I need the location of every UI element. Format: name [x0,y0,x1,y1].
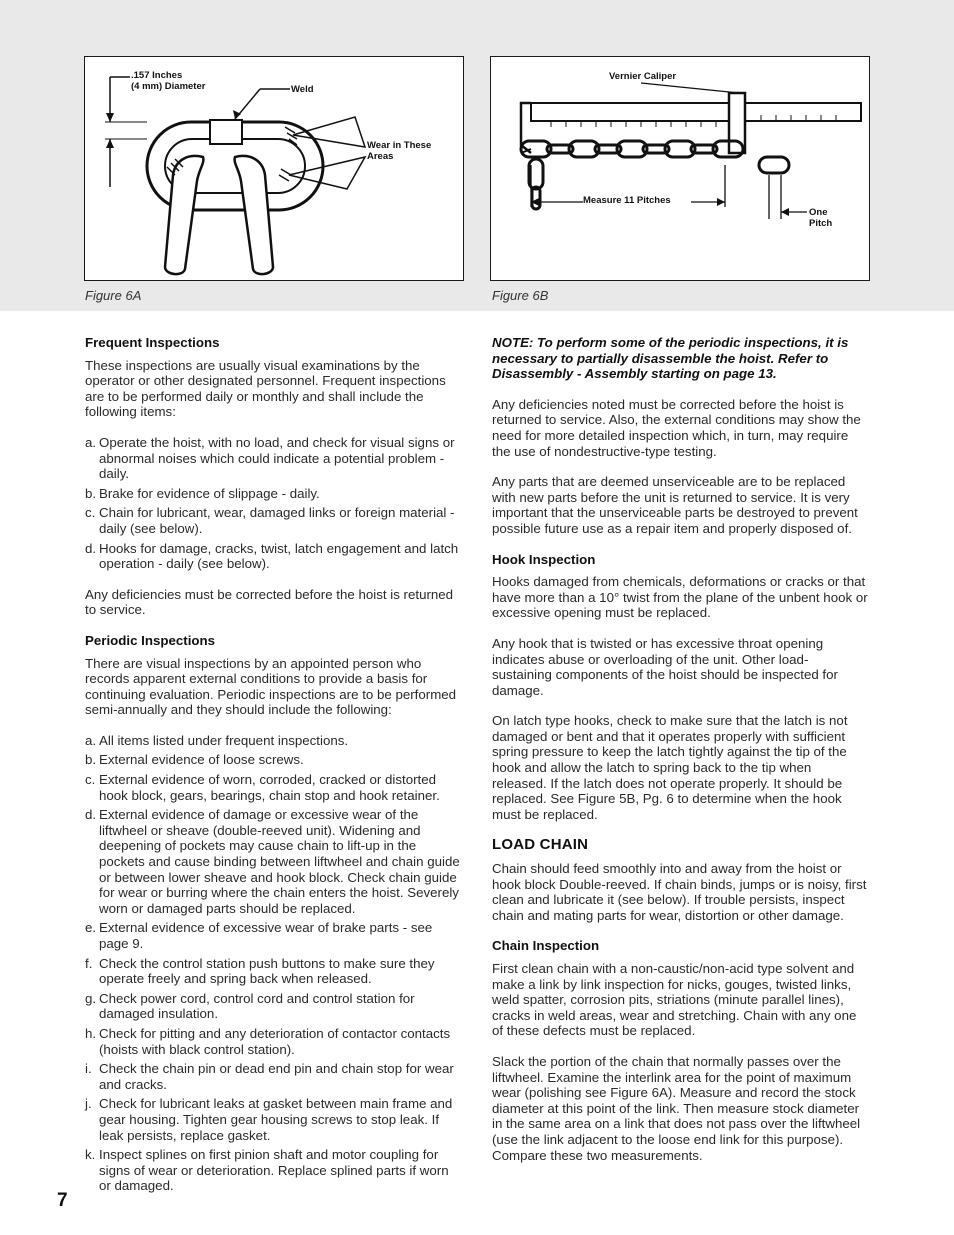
list-item [85,1096,461,1143]
list-item [85,1061,461,1092]
hook-paragraph-3: On latch type hooks, check to make sure that the latch is not damaged or bent and that it operates properly with sufficient spring pressure to keep the latch tightly against the tip of the hook and allow the latch to spring back to the tip when released. If the latch does not operate properly. It should be replaced. See Figure 5B, Pg. 6 to determine when the hook must be replaced. [492,713,848,822]
item-text: Check the chain pin or dead end pin and chain stop for wear and cracks. [99,1061,454,1092]
list-item [85,733,461,749]
item-text: All items listed under frequent inspections. [99,732,349,748]
item-text: External evidence of worn, corroded, cracked or distorted hook block, gears, bearings, chain stop and hook retainer. [99,772,440,803]
one-pitch-label: One Pitch [809,207,833,229]
item-text: External evidence of damage or excessive wear of the liftwheel or sheave (double-reeved unit). Widening and deepening of pockets may cause chain to lift-up in the pockets and cause binding between liftwheel and chain guide or between lower sheave and hook block. Check chain guide for wear or burring where the chain enters the hoist. Severely worn or damaged parts should be replaced. [99,807,460,916]
list-item [85,435,461,482]
hook-paragraph-2: Any hook that is twisted or has excessive throat opening indicates abuse or overloading of the unit. Other load-sustaining components of the hoist should be inspected for damage. [492,635,838,698]
list-item [85,505,461,536]
periodic-inspections-heading: Periodic Inspections [85,632,216,648]
frequent-closing: Any deficiencies must be corrected before the hoist is returned to service. [85,586,454,618]
chain-inspection-paragraph-2: Slack the portion of the chain that normally passes over the liftwheel. Examine the interlink area for the point of maximum wear (polishing see Figure 6A). Measure and record the stock diameter at this point of the link. Then measure stock diameter in the same area on a link that does not pass over the liftwheel (use the link adjacent to the loose end link for this purpose). Compare these two measurements. [492,1053,861,1163]
item-text: Check the control station push buttons to make sure they operate freely and spring back when released. [99,955,435,987]
list-item [85,1026,461,1057]
vernier-caliper-label: Vernier Caliper [609,71,677,82]
item-letter: h. [85,1025,97,1041]
item-letter: i. [85,1061,92,1077]
item-text: Inspect splines on first pinion shaft and motor coupling for signs of wear or deterioration. Replace splined parts if worn or damaged. [99,1147,449,1194]
item-text: Hooks for damage, cracks, twist, latch engagement and latch operation - daily (see below). [99,540,459,572]
hook-inspection-heading: Hook Inspection [492,551,596,567]
item-letter: f. [85,955,93,971]
list-item [85,752,461,768]
item-text: Check power cord, control cord and control station for damaged insulation. [99,990,415,1022]
figure-6a [84,56,464,281]
item-text: External evidence of excessive wear of brake parts - see page 9. [99,920,433,951]
item-letter: j. [85,1096,92,1112]
list-item [85,991,461,1022]
measure-pitches-label: Measure 11 Pitches [583,195,671,206]
item-letter: b. [85,485,97,501]
list-item [85,541,461,572]
frequent-inspections-heading: Frequent Inspections [85,335,220,350]
weld-label: Weld [291,84,314,95]
page-number: 7 [57,1190,68,1211]
list-item [85,486,461,502]
left-column [85,335,461,1209]
deficiencies-paragraph: Any deficiencies noted must be corrected before the hoist is returned to service. Also, the external conditions may show the need for more detailed inspection which, in turn, may require the use of nondestructive-type testing. [492,396,861,459]
list-item [85,956,461,987]
frequent-list [85,435,461,572]
list-item [85,772,461,803]
item-text: External evidence of loose screws. [99,752,304,768]
list-item [85,1147,461,1194]
figure-6b [490,56,870,281]
item-letter: k. [85,1147,96,1163]
load-chain-paragraph: Chain should feed smoothly into and away from the hoist or hook block Double-reeved. If chain binds, jumps or is noisy, first clean and lubricate it (see below). If trouble persists, inspect chain and mating parts for wear, distortion or other damage. [492,861,867,923]
disassembly-note: NOTE: To perform some of the periodic inspections, it is necessary to partially disassemble the hoist. Refer to Disassembly - Assembly starting on page 13. [492,335,849,382]
frequent-intro: These inspections are usually visual examinations by the operator or other designated personnel. Frequent inspections are to be performed daily or monthly and shall include the following items: [85,357,446,420]
figure-6b-caption: Figure 6B [492,288,549,303]
item-letter: c. [85,505,96,521]
chain-inspection-heading: Chain Inspection [492,938,600,954]
item-text: Check for lubricant leaks at gasket between main frame and gear housing. Tighten gear housing screws to stop leak. If leak persists, replace gasket. [99,1096,453,1143]
chain-inspection-paragraph-1: First clean chain with a non-caustic/non-acid type solvent and make a link by link inspection for nicks, gouges, twisted links, weld spatter, corrosion pits, striations (minute parallel lines), cracks in weld areas, wear and stretching. Chain with any one of these defects must be replaced. [492,961,857,1039]
figure-6a-caption: Figure 6A [85,288,142,303]
item-text: Brake for evidence of slippage - daily. [99,485,320,501]
wear-areas-label: Wear in These Areas [367,140,432,162]
diameter-label: .157 Inches (4 mm) Diameter [131,70,206,92]
periodic-intro: There are visual inspections by an appointed person who records apparent external conditions to provide a basis for continuing evaluation. Periodic inspections are to be performed semi-annually and they should include the following: [85,655,457,718]
load-chain-heading: LOAD CHAIN [492,836,589,854]
item-letter: a. [85,434,97,450]
hook-paragraph-1: Hooks damaged from chemicals, deformations or cracks or that have more than a 10° twist from the plane of the unbent hook or excessive opening must be replaced. [492,574,868,621]
item-letter: e. [85,920,97,936]
right-column [492,335,868,1178]
list-item [85,807,461,916]
vernier-caliper-diagram [491,57,871,282]
item-text: Chain for lubricant, wear, damaged links or foreign material - daily (see below). [99,505,455,536]
item-text: Check for pitting and any deterioration of contactor contacts (hoists with black control station). [99,1025,451,1057]
item-letter: c. [85,772,96,788]
item-letter: g. [85,990,97,1006]
item-letter: b. [85,752,97,768]
periodic-list [85,733,461,1194]
item-letter: a. [85,732,97,748]
item-letter: d. [85,807,97,823]
item-letter: d. [85,540,97,556]
list-item [85,920,461,951]
item-text: Operate the hoist, with no load, and check for visual signs or abnormal noises which could indicate a potential problem - daily. [99,434,455,482]
unserviceable-parts-paragraph: Any parts that are deemed unserviceable are to be replaced with new parts before the unit is returned to service. It is very important that the unserviceable parts be destroyed to prevent possible future use as a repair item and properly disposed of. [492,474,858,536]
